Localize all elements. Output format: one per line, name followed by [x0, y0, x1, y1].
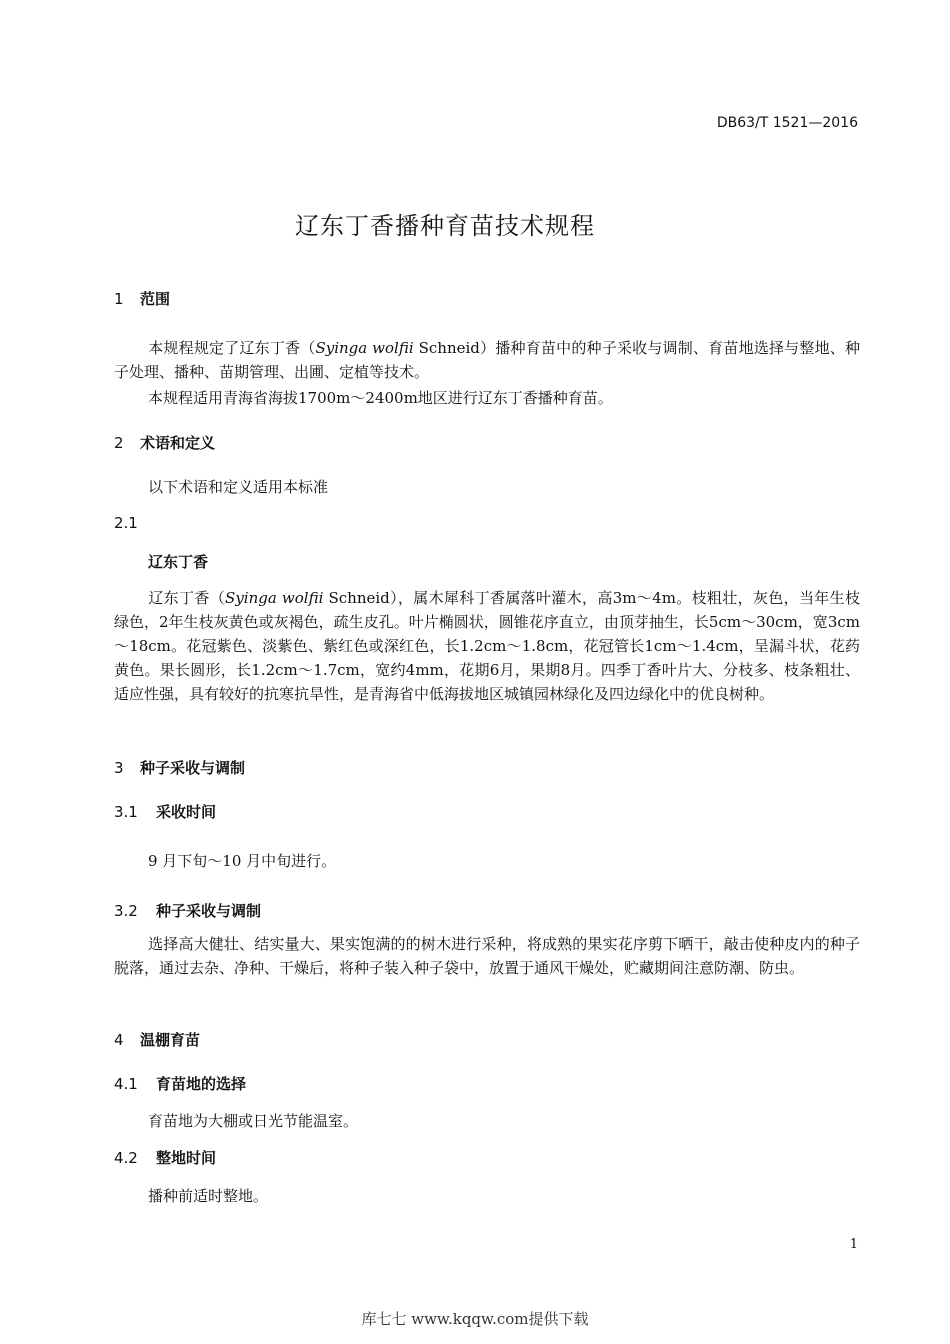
section-title: 温棚育苗	[140, 1031, 201, 1049]
section-number: 3	[114, 759, 124, 777]
subsection-number: 3.2	[114, 902, 138, 920]
text: Schneid）播种育苗中的种子采收与调制、育苗地选择与整地、种子处理、播种、苗期管理、出圃、定植等技术。	[114, 339, 860, 381]
term-name: 辽东丁香	[148, 553, 209, 571]
page-number: 1	[849, 1237, 858, 1252]
section-1-paragraph-1	[114, 336, 860, 384]
subsection-title: 育苗地的选择	[156, 1075, 247, 1093]
subsection-4-1-heading	[114, 1073, 246, 1094]
text: Schneid），属木犀科丁香属落叶灌木，高3m～4m。枝粗壮，灰色，当年生枝绿色，2年生枝灰黄色或灰褐色，疏生皮孔。叶片椭圆状，圆锥花序直立，由顶芽抽生，长5cm～30cm，宽3cm～18cm。花冠紫色、淡紫色、紫红色或深红色，长1.2cm～1.8cm，花冠管长1cm～1.4cm，呈漏斗状，花药黄色。果长圆形，长1.2cm～1.7cm，宽约4mm，花期6月，果期8月。四季丁香叶片大、分枝多、枝条粗壮、适应性强，具有较好的抗寒抗旱性，是青海省中低海拔地区城镇园林绿化及四边绿化中的优良树种。	[114, 589, 860, 703]
section-title: 范围	[140, 290, 171, 308]
species-name: Syinga wolfii	[225, 589, 324, 607]
section-number: 2	[114, 434, 124, 452]
section-3-heading	[114, 757, 245, 778]
text: 本规程适用青海省海拔1700m～2400m地区进行辽东丁香播种育苗。	[148, 389, 613, 407]
section-1-heading	[114, 288, 170, 309]
subsection-title: 种子采收与调制	[156, 902, 262, 920]
subsection-4-1-text: 育苗地为大棚或日光节能温室。	[148, 1112, 359, 1130]
term-definition	[114, 586, 860, 706]
subsection-title: 采收时间	[156, 803, 217, 821]
subsection-3-1-text: 9 月下旬～10 月中旬进行。	[148, 852, 337, 870]
subsection-4-2-text: 播种前适时整地。	[148, 1187, 269, 1205]
standard-number: DB63/T 1521—2016	[716, 115, 858, 131]
section-4-heading	[114, 1029, 200, 1050]
subsection-3-2-text	[114, 932, 860, 980]
section-2-heading	[114, 432, 215, 453]
text: 本规程规定了辽东丁香（	[148, 339, 316, 357]
section-2-intro: 以下术语和定义适用本标准	[148, 478, 329, 496]
subsection-3-1-heading	[114, 801, 216, 822]
text: 选择高大健壮、结实量大、果实饱满的的树木进行采种，将成熟的果实花序剪下晒干，敲击使种皮内的种子脱落，通过去杂、净种、干燥后，将种子装入种子袋中，放置于通风干燥处，贮藏期间注意防潮、防虫。	[114, 935, 860, 977]
subsection-3-2-heading	[114, 900, 261, 921]
subsection-title: 整地时间	[156, 1149, 217, 1167]
subsection-4-2-heading	[114, 1147, 216, 1168]
section-number: 4	[114, 1031, 124, 1049]
text: 辽东丁香（	[148, 589, 226, 607]
section-title: 术语和定义	[140, 434, 216, 452]
section-number: 1	[114, 290, 124, 308]
subsection-number: 3.1	[114, 803, 138, 821]
subsection-2-1-number: 2.1	[114, 514, 138, 532]
download-footer: 库七七 www.kqqw.com提供下载	[361, 1310, 589, 1328]
species-name: Syinga wolfii	[315, 339, 414, 357]
subsection-number: 4.1	[114, 1075, 138, 1093]
section-title: 种子采收与调制	[140, 759, 246, 777]
document-title: 辽东丁香播种育苗技术规程	[295, 212, 595, 240]
section-1-paragraph-2	[114, 386, 860, 410]
subsection-number: 4.2	[114, 1149, 138, 1167]
